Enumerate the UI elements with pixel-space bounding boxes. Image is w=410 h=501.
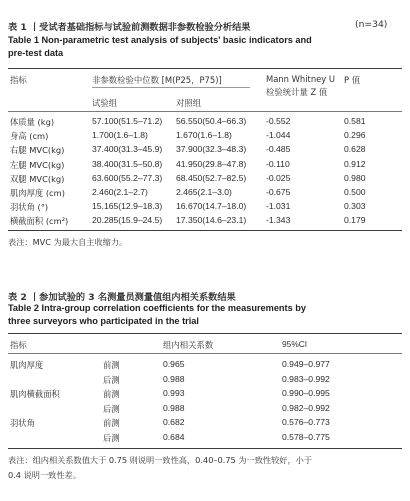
table1-row-test-value: 20.285(15.9–24.5) <box>92 215 163 226</box>
table1-row-test-value: 2.460(2.1–2.7) <box>92 187 148 197</box>
table1-caption-en-line2: pre-test data <box>8 48 64 58</box>
table1-bottom-rule <box>8 230 402 231</box>
table1-row-z-value: -0.025 <box>266 172 291 183</box>
table1-row-test-value: 38.400(31.5–50.8) <box>92 158 163 169</box>
table2-row-ci: 0.576–0.773 <box>282 417 330 428</box>
table1-row-control-value: 56.550(50.4–66.3) <box>176 116 247 126</box>
table1-row-indicator: 右腿 MVC(kg) <box>10 145 65 156</box>
table1-header-median: 非参数检验中位数 [M(P25，P75)] <box>92 75 222 85</box>
table2-row-indicator: 羽状角 <box>10 418 35 429</box>
table1-row-p-value: 0.500 <box>344 187 366 197</box>
table2-note-line2: 0.4 说明一致性差。 <box>8 470 81 480</box>
table2-row-indicator: 肌肉横截面积 <box>10 389 60 400</box>
table1-row-indicator: 肌肉厚度 (cm) <box>10 188 65 198</box>
table2-header-ci: 95%CI <box>282 339 308 349</box>
table1-row-test-value: 15.165(12.9–18.3) <box>92 201 163 212</box>
table1-row-indicator: 身高 (cm) <box>10 131 49 142</box>
table1-header-rule <box>8 111 402 112</box>
table1-row-indicator: 双腿 MVC(kg) <box>10 173 65 184</box>
table2-note-line1: 表注：组内相关系数值大于 0.75 则说明一致性高，0.40–0.75 为一致性较好，小于 <box>8 455 313 465</box>
table1-row-z-value: -0.110 <box>266 158 290 169</box>
table2-row-phase: 后测 <box>103 433 120 443</box>
table1-header-p: P 值 <box>344 75 361 85</box>
table2-bottom-rule <box>8 448 402 449</box>
table1-caption-n: (n=34) <box>355 19 388 30</box>
table1-row-z-value: -0.675 <box>266 187 291 197</box>
table1-header-test: 试验组 <box>92 98 118 108</box>
table2-row-ci: 0.578–0.775 <box>282 432 330 442</box>
table1-row-test-value: 37.400(31.3–45.9) <box>92 144 163 155</box>
table2-caption-en-line1: Table 2 Intra-group correlation coefficients for the measurements by <box>8 303 306 313</box>
table2-row-ci: 0.982–0.992 <box>282 402 330 413</box>
table2-header-icc: 组内相关系数 <box>163 340 214 350</box>
table1-top-rule <box>8 68 402 69</box>
table1-row-control-value: 17.350(14.6–23.1) <box>176 215 247 226</box>
table1-row-indicator: 体质量 (kg) <box>10 117 55 127</box>
table1-row-control-value: 37.900(32.3–48.3) <box>176 144 247 155</box>
table2-row-icc: 0.682 <box>163 417 185 428</box>
table2-row-icc: 0.684 <box>163 432 185 442</box>
table1-row-control-value: 1.670(1.6–1.8) <box>176 130 232 141</box>
table1-row-z-value: -0.552 <box>266 116 291 126</box>
table2-row-ci: 0.983–0.992 <box>282 373 330 384</box>
table2-row-icc: 0.993 <box>163 388 185 399</box>
table2-top-rule <box>8 333 402 334</box>
table1-row-indicator: 羽状角 (°) <box>10 202 49 213</box>
table1-row-test-value: 1.700(1.6–1.8) <box>92 130 148 141</box>
table2-row-indicator: 肌肉厚度 <box>10 360 44 370</box>
table1-row-z-value: -1.343 <box>266 215 291 226</box>
table2-caption-cn: 表 2 丨参加试验的 3 名测量员测量值组内相关系数结果 <box>8 292 236 303</box>
table2-row-phase: 后测 <box>103 374 120 385</box>
table1-row-control-value: 2.465(2.1–3.0) <box>176 187 232 197</box>
table1-header-indicator: 指标 <box>10 75 27 85</box>
table2-row-ci: 0.949–0.977 <box>282 359 330 369</box>
table1-row-p-value: 0.296 <box>344 130 366 141</box>
table2-row-ci: 0.990–0.995 <box>282 388 330 399</box>
table1-row-control-value: 41.950(29.8–47.8) <box>176 158 247 169</box>
table1-row-test-value: 57.100(51.5–71.2) <box>92 116 163 126</box>
table1-row-indicator: 左腿 MVC(kg) <box>10 159 65 170</box>
table1-header-mw-line1: Mann Whitney U <box>266 74 336 84</box>
table1-row-p-value: 0.581 <box>344 116 366 126</box>
table2-header-indicator: 指标 <box>10 340 27 350</box>
table1-caption-cn: 表 1 丨受试者基础指标与试验前测数据非参数检验分析结果 <box>8 22 251 33</box>
table1-row-p-value: 0.980 <box>344 172 366 183</box>
table1-header-control: 对照组 <box>176 98 202 108</box>
table1-row-control-value: 68.450(52.7–82.5) <box>176 172 247 183</box>
table2-row-phase: 前测 <box>103 418 120 429</box>
table1-row-p-value: 0.912 <box>344 158 366 169</box>
table2-header-rule <box>8 353 402 354</box>
table1-note: 表注：MVC 为最大自主收缩力。 <box>8 237 128 247</box>
table1-caption-en-line1: Table 1 Non-parametric test analysis of subjects' basic indicators and <box>8 35 312 45</box>
table1-subheader-rule <box>92 87 250 88</box>
table1-row-p-value: 0.628 <box>344 144 366 155</box>
table2-row-phase: 前测 <box>103 389 120 400</box>
table2-row-icc: 0.988 <box>163 402 185 413</box>
table2-row-icc: 0.988 <box>163 373 185 384</box>
table1-row-p-value: 0.303 <box>344 201 366 212</box>
table1-row-z-value: -1.031 <box>266 201 291 212</box>
table2-row-icc: 0.965 <box>163 359 185 369</box>
table1-row-p-value: 0.179 <box>344 215 366 226</box>
table1-row-z-value: -0.485 <box>266 144 291 155</box>
table1-row-control-value: 16.670(14.7–18.0) <box>176 201 247 212</box>
table2-caption-en-line2: three surveyors who participated in the trial <box>8 316 199 326</box>
table2-row-phase: 前测 <box>103 360 120 370</box>
table1-header-mw-line2: 检验统计量 Z 值 <box>266 87 328 97</box>
table1-row-test-value: 63.600(55.2–77.3) <box>92 172 163 183</box>
table1-row-z-value: -1.044 <box>266 130 291 141</box>
table2-row-phase: 后测 <box>103 403 120 414</box>
table1-row-indicator: 横截面积 (cm²) <box>10 216 69 227</box>
